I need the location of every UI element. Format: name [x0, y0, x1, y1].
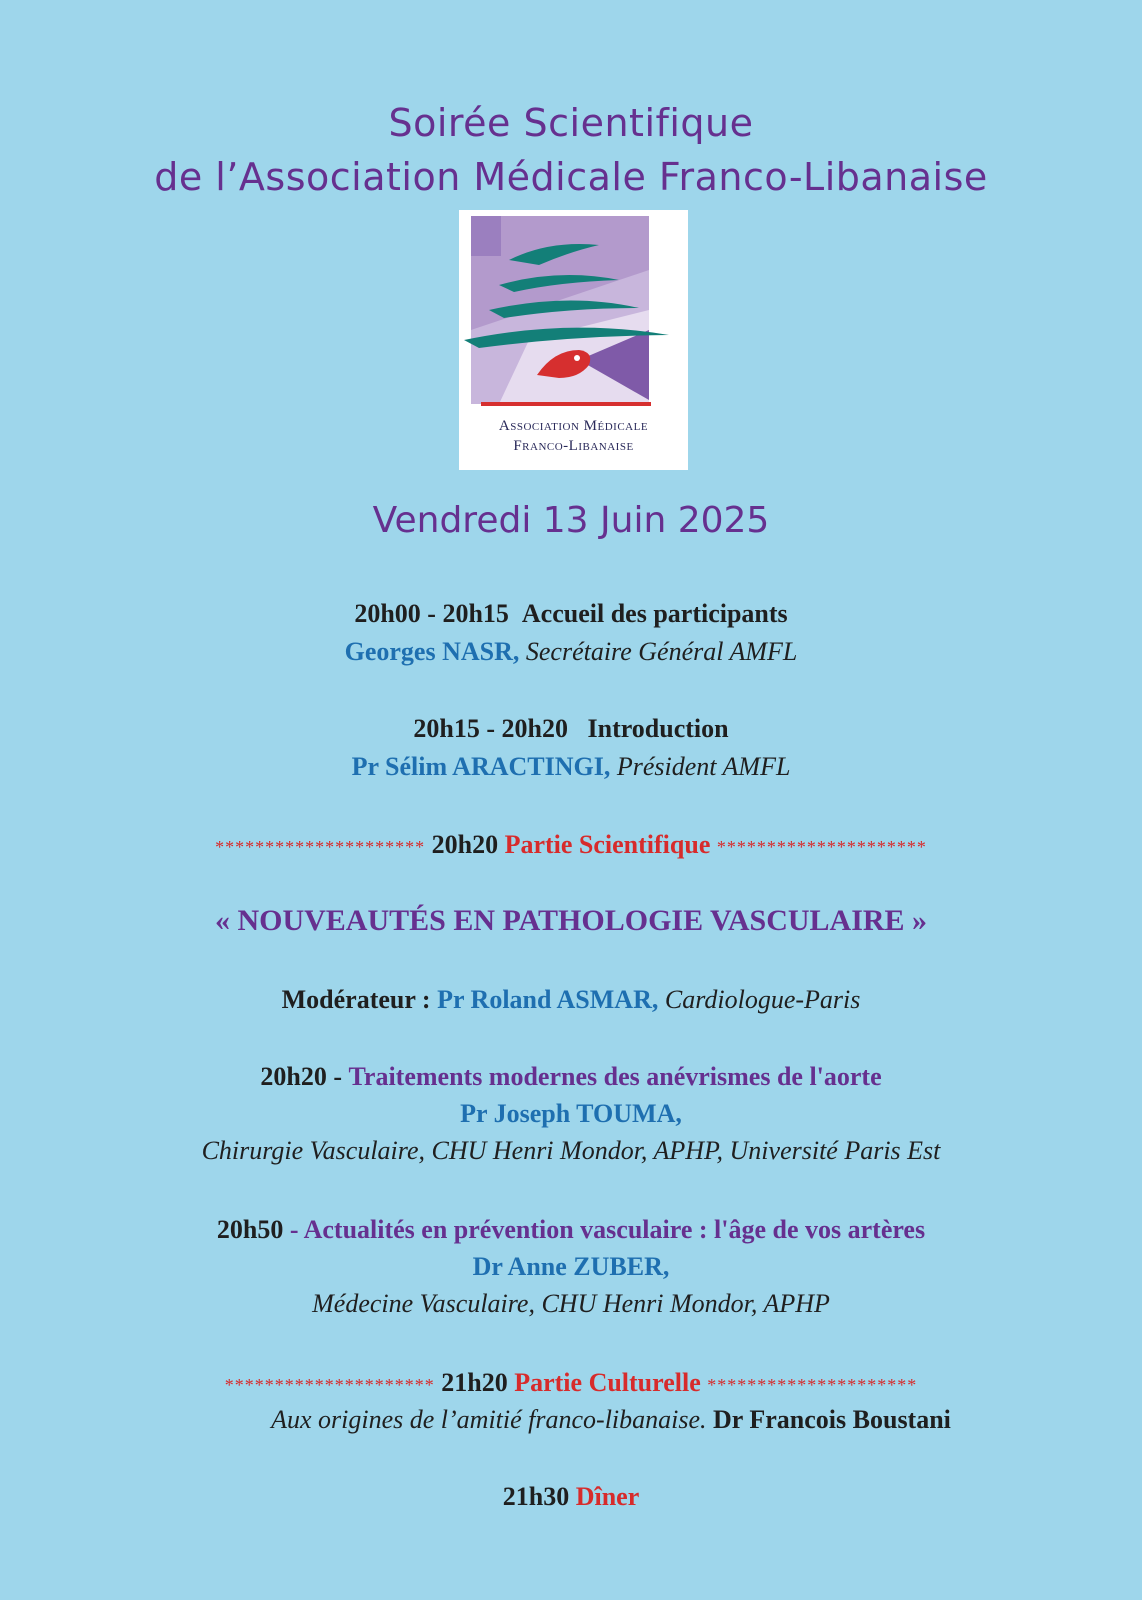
stars-left: *********************: [215, 837, 426, 857]
event-subtitle: de l’Association Médicale Franco-Libanaise: [154, 155, 988, 199]
item-title: Introduction: [587, 714, 729, 743]
speaker-role: Président AMFL: [616, 752, 791, 781]
speaker-name: Pr Sélim ARACTINGI,: [351, 752, 611, 781]
section-time: 20h20: [431, 830, 499, 859]
talk-2-speaker: [0, 1250, 1142, 1284]
moderator-label: Modérateur :: [281, 985, 431, 1014]
time: 20h50: [216, 1215, 284, 1244]
speaker-affiliation: Chirurgie Vasculaire, CHU Henri Mondor, APHP, Université Paris Est: [201, 1136, 941, 1165]
section-cultural: [0, 1366, 1142, 1402]
stars-right: *********************: [716, 837, 927, 857]
talk-1: [0, 1060, 1142, 1094]
speaker-name: Georges NASR,: [344, 637, 520, 666]
talk-title: - Actualités en prévention vasculaire : l'âge de vos artères: [289, 1215, 926, 1244]
item-title: Accueil des participants: [521, 599, 788, 628]
logo-text-line2: Franco-Libanaise: [513, 438, 634, 454]
speaker-role: Secrétaire Général AMFL: [525, 637, 798, 666]
section-scientific: [0, 828, 1142, 864]
dinner-label: Dîner: [575, 1482, 640, 1511]
dinner: [0, 1480, 1142, 1514]
time: 20h15 - 20h20: [413, 714, 568, 743]
talk-1-affiliation: [0, 1134, 1142, 1168]
cultural-subtitle: Aux origines de l’amitié franco-libanaise.: [271, 1405, 707, 1434]
talk-2-affiliation: [0, 1287, 1142, 1321]
stars-right: *********************: [707, 1375, 918, 1395]
cultural-talk: [40, 1403, 1142, 1437]
section-label: Partie Scientifique: [504, 830, 711, 859]
stars-left: *********************: [224, 1375, 435, 1395]
speaker-name: Pr Joseph TOUMA,: [460, 1099, 682, 1128]
speaker-name: Dr Anne ZUBER,: [472, 1252, 670, 1281]
logo-text-line1: Association Médicale: [498, 418, 649, 434]
time: 20h00 - 20h15: [354, 599, 509, 628]
speaker-affiliation: Médecine Vasculaire, CHU Henri Mondor, APHP: [312, 1289, 830, 1318]
moderator: [0, 983, 1142, 1017]
section-label: Partie Culturelle: [514, 1368, 701, 1397]
moderator-role: Cardiologue-Paris: [664, 985, 861, 1014]
talk-2: [0, 1213, 1142, 1247]
time: 20h20: [260, 1062, 327, 1091]
program-item-welcome: [0, 597, 1142, 631]
dinner-time: 21h30: [502, 1482, 570, 1511]
event-title: Soirée Scientifique: [388, 101, 754, 145]
program-item-introduction: [0, 712, 1142, 746]
program-item-introduction-speaker: [0, 750, 1142, 784]
moderator-name: Pr Roland ASMAR,: [437, 985, 659, 1014]
talk-title: Traitements modernes des anévrismes de l'aorte: [348, 1062, 882, 1091]
cultural-speaker: Dr Francois Boustani: [713, 1405, 951, 1434]
separator: -: [333, 1062, 342, 1091]
talk-1-speaker: [0, 1097, 1142, 1131]
event-date: Vendredi 13 Juin 2025: [372, 500, 770, 541]
session-theme-text: « NOUVEAUTÉS EN PATHOLOGIE VASCULAIRE »: [214, 904, 928, 937]
program-item-welcome-speaker: [0, 635, 1142, 669]
section-time: 21h20: [441, 1368, 508, 1397]
session-theme: [0, 904, 1142, 938]
amfl-logo: [459, 210, 688, 470]
